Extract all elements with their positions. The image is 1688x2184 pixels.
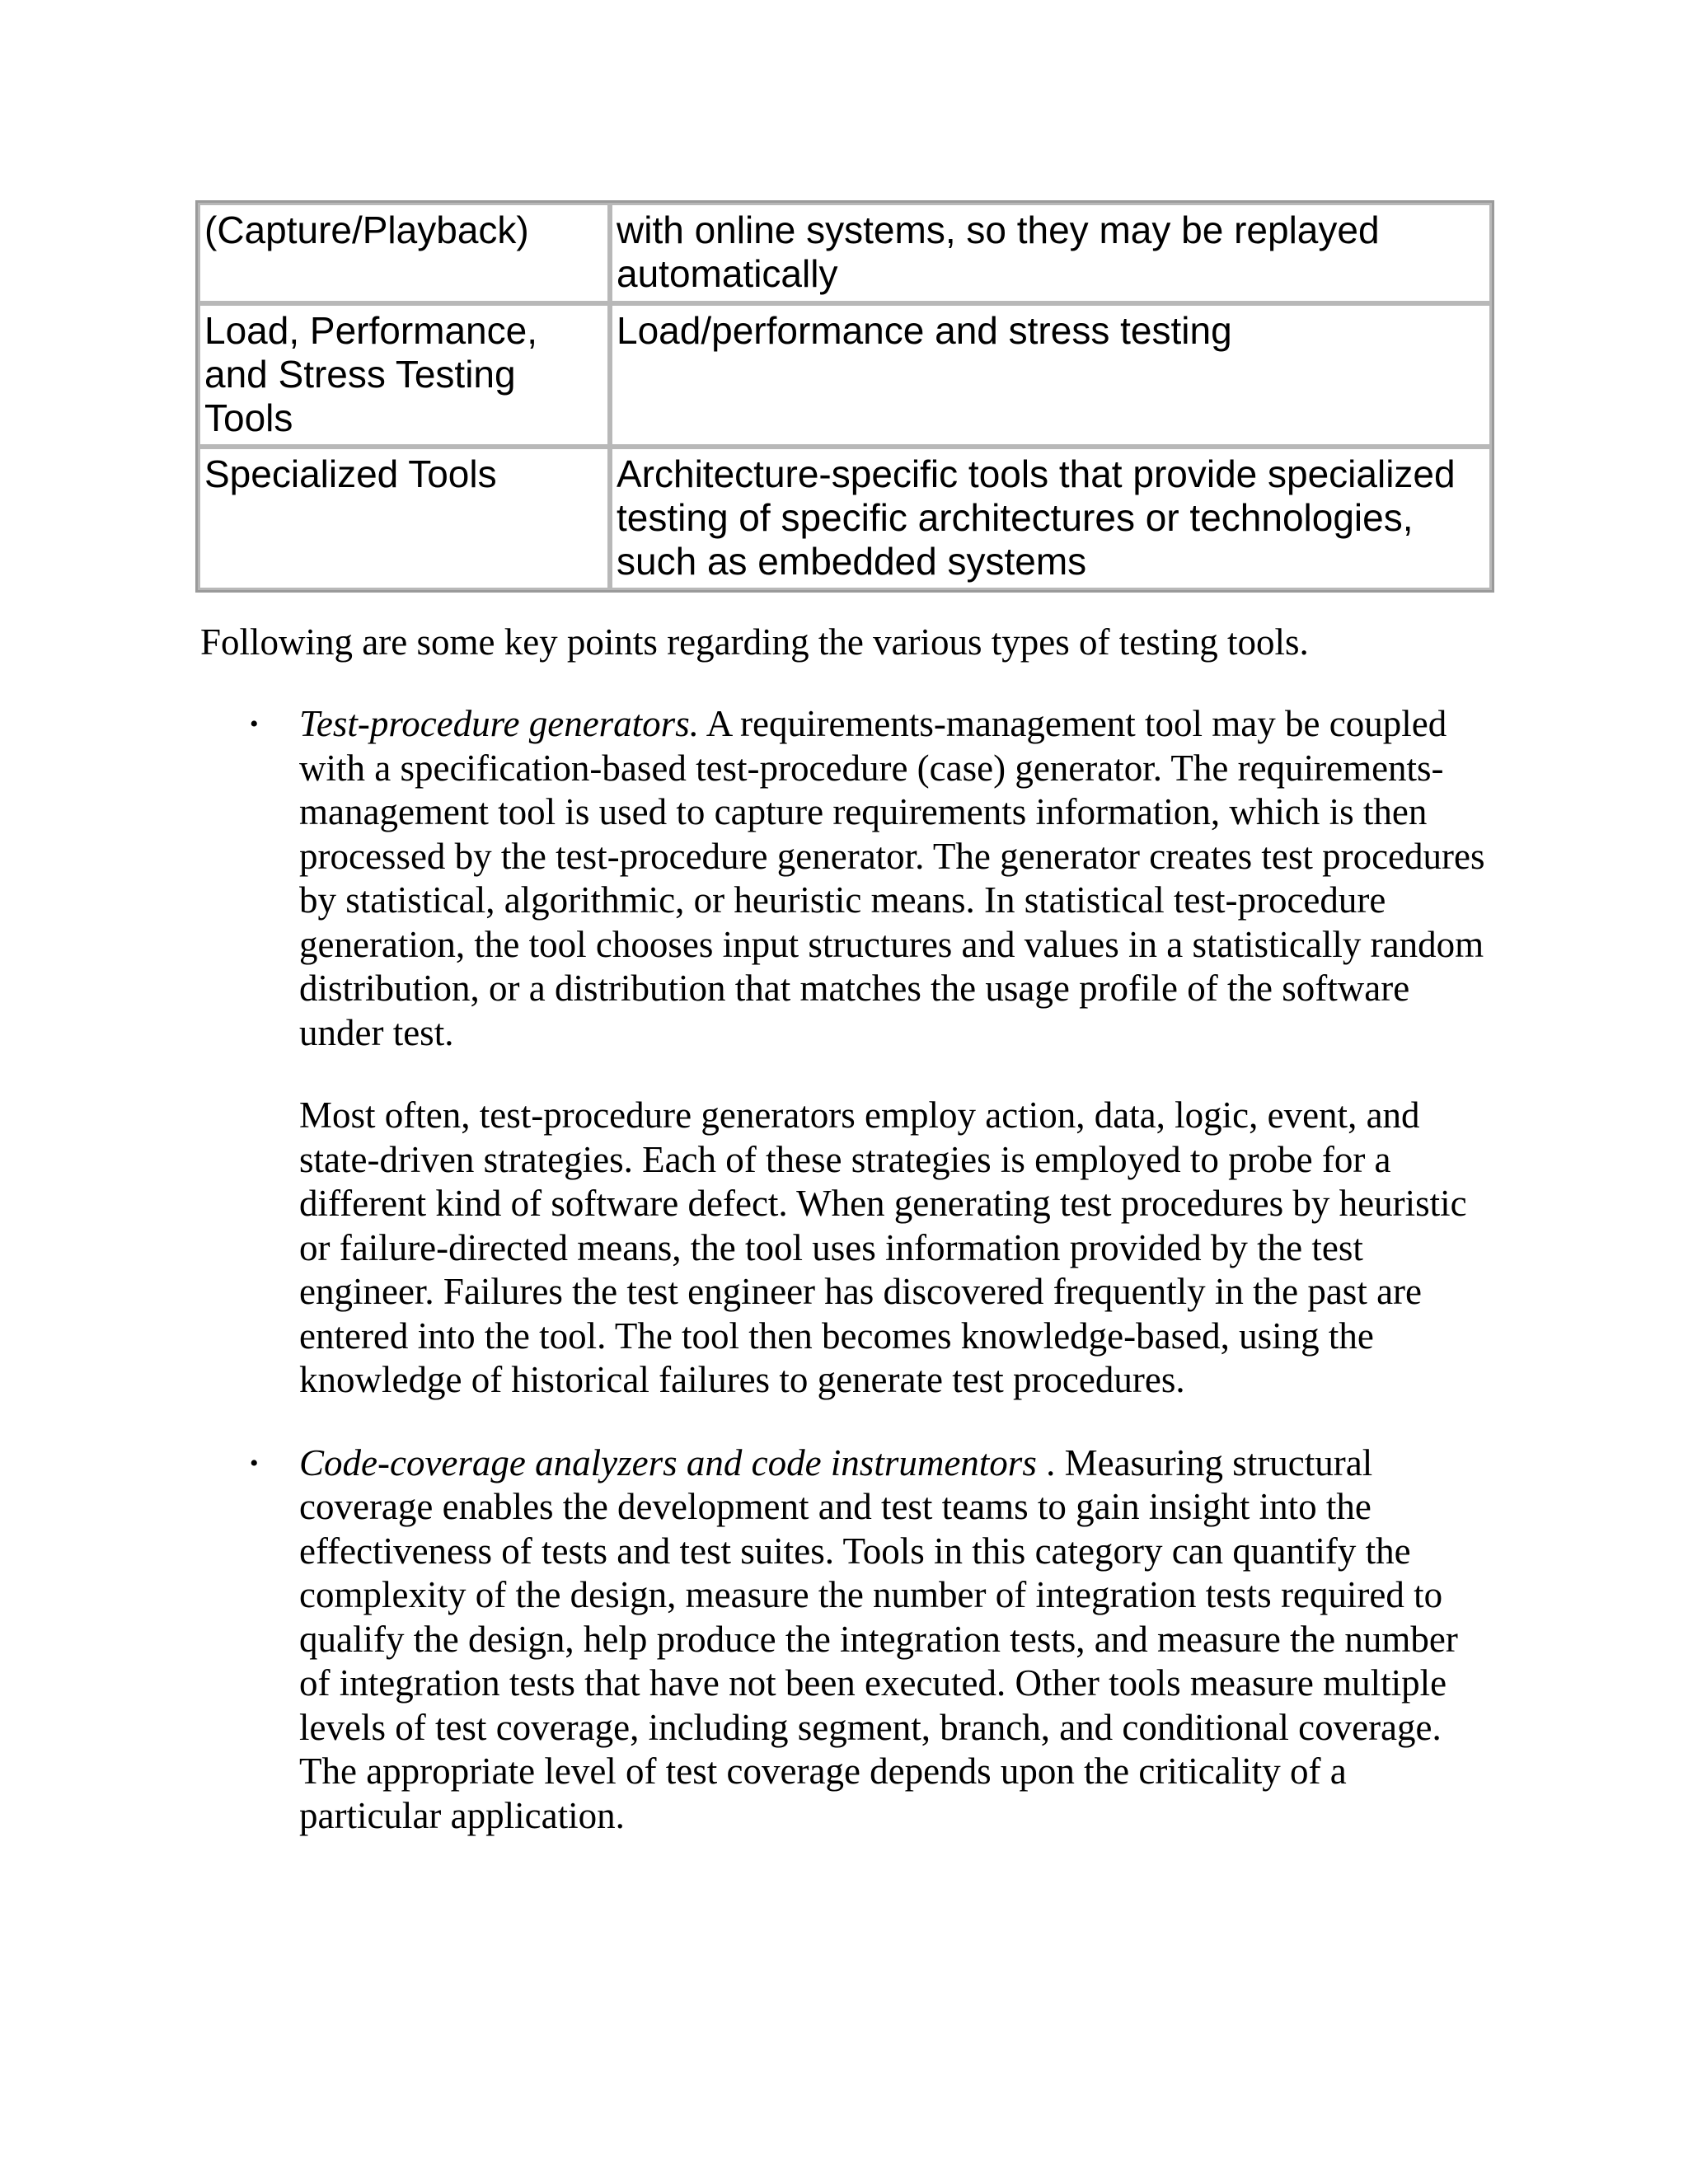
- testing-tools-table-container: [195, 200, 1489, 593]
- point-text: . Measuring structural coverage enables the development and test teams to gain insight into the effectiveness of tests and test suites. Tools in this category can quantify the complexity of the design, measure the number of integration tests required to qualify the design, help produce the integration tests, and measure the number of integration tests that have not been executed. Other tools measure multiple levels of test coverage, including segment, branch, and conditional coverage. The appropriate level of test coverage depends upon the criticality of a particular application.: [299, 1441, 1458, 1836]
- key-points-list: [200, 702, 1494, 1877]
- list-item: [200, 702, 1494, 1403]
- tool-name-cell: (Capture/Playback): [198, 203, 610, 303]
- point-term: Code-coverage analyzers and code instrumentors: [299, 1441, 1037, 1483]
- bullet-icon: •: [250, 1449, 259, 1477]
- point-paragraph: [299, 702, 1494, 1055]
- testing-tools-table: [195, 200, 1494, 593]
- point-continuation-paragraph: Most often, test-procedure generators employ action, data, logic, event, and state-driven strategies. Each of these strategies is employed to probe for a different kind of software defect. When generating test procedures by heuristic or failure-directed means, the tool uses information provided by the test engineer. Failures the test engineer has discovered frequently in the past are entered into the tool. The tool then becomes knowledge-based, using the knowledge of historical failures to generate test procedures.: [299, 1094, 1467, 1400]
- table-row: [198, 447, 1492, 590]
- point-text: A requirements-management tool may be coupled with a specification-based test-procedure (case) generator. The requirements-management tool is used to capture requirements information, which is then processed by the test-procedure generator. The generator creates test procedures by statistical, algorithmic, or heuristic means. In statistical test-procedure generation, the tool chooses input structures and values in a statistically random distribution, or a distribution that matches the usage profile of the software under test.: [299, 703, 1485, 1053]
- table-row: [198, 203, 1492, 303]
- tool-description-cell: with online systems, so they may be replayed automatically: [610, 203, 1492, 303]
- point-paragraph: [299, 1441, 1494, 1839]
- table-row: [198, 303, 1492, 447]
- tool-name-cell: Load, Performance, and Stress Testing Tools: [198, 303, 610, 447]
- list-item: [200, 1441, 1494, 1839]
- bullet-icon: •: [250, 710, 259, 738]
- point-term: Test-procedure generators.: [299, 703, 699, 744]
- tool-description-cell: Architecture-specific tools that provide specialized testing of specific architectures or technologies, such as embedded systems: [610, 447, 1492, 590]
- intro-paragraph: Following are some key points regarding the various types of testing tools.: [200, 621, 1309, 663]
- tool-name-cell: Specialized Tools: [198, 447, 610, 590]
- tool-description-cell: Load/performance and stress testing: [610, 303, 1492, 447]
